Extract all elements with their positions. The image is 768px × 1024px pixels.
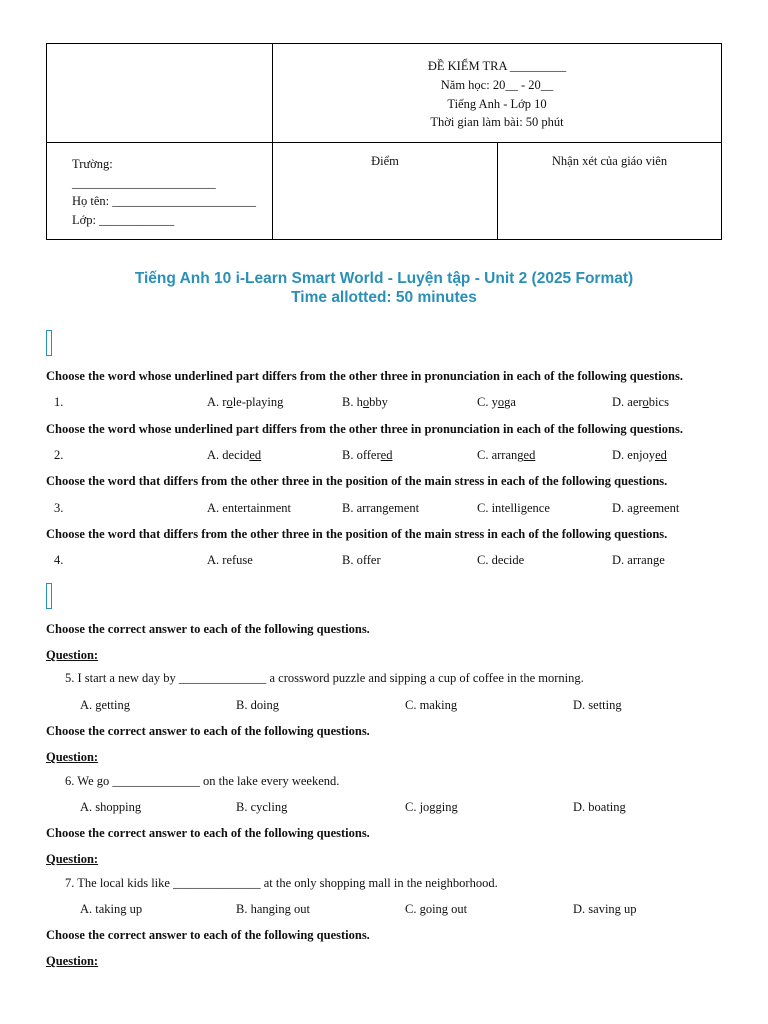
option-d[interactable]: D. boating [573,800,626,814]
option-d[interactable]: D. agreement [612,501,680,515]
question-label: Question: [46,954,99,968]
option-a[interactable]: A. getting [80,698,130,712]
option-c[interactable]: C. yoga [477,395,516,409]
worksheet-title: Tiếng Anh 10 i-Learn Smart World - Luyện tập - Unit 2 (2025 Format) [134,270,634,287]
option-a[interactable]: A. role-playing [207,395,284,409]
option-b[interactable]: B. hobby [342,395,388,409]
option-d[interactable]: D. saving up [573,902,637,916]
option-a[interactable]: A. decided [207,448,262,462]
school-label: Trường: [72,157,113,171]
school-year: Năm học: 20__ - 20__ [440,78,554,92]
option-d[interactable]: D. setting [573,698,622,712]
option-a[interactable]: A. shopping [80,800,142,814]
option-b[interactable]: B. arrangement [342,501,420,515]
option-d[interactable]: D. aerobics [612,395,669,409]
option-b[interactable]: B. offered [342,448,393,462]
section-marker [46,330,52,356]
exam-title: ĐỀ KIỂM TRA _________ [427,59,567,73]
option-b[interactable]: B. offer [342,553,381,567]
question-text: 5. I start a new day by ______________ a crossword puzzle and sipping a cup of coffee in the morning. [65,671,584,685]
exam-header-table [46,43,722,240]
option-b[interactable]: B. doing [236,698,280,712]
stress-instruction: Choose the word that differs from the other three in the position of the main stress in each of the following questions. [46,527,668,541]
option-d[interactable]: D. enjoyed [612,448,667,462]
question-number: 3. [54,501,64,515]
mc-instruction: Choose the correct answer to each of the following questions. [46,928,370,942]
pronunciation-instruction: Choose the word whose underlined part differs from the other three in pronunciation in each of the following questions. [46,422,683,436]
option-a[interactable]: A. taking up [80,902,143,916]
option-c[interactable]: C. intelligence [477,501,550,515]
mc-instruction: Choose the correct answer to each of the following questions. [46,826,370,840]
mc-instruction: Choose the correct answer to each of the following questions. [46,622,370,636]
option-c[interactable]: C. going out [405,902,468,916]
option-d[interactable]: D. arrange [612,553,665,567]
question-text: 6. We go ______________ on the lake every weekend. [65,774,340,788]
option-c[interactable]: C. decide [477,553,525,567]
mc-instruction: Choose the correct answer to each of the following questions. [46,724,370,738]
subject: Tiếng Anh - Lớp 10 [447,97,547,111]
question-label: Question: [46,648,99,662]
school-blank: _______________________ [72,176,216,190]
section-marker [46,583,52,609]
question-number: 2. [54,448,64,462]
teacher-comment-label: Nhận xét của giáo viên [551,154,668,168]
class-field: Lớp: ____________ [72,213,175,227]
option-b[interactable]: B. hanging out [236,902,310,916]
question-number: 1. [54,395,64,409]
option-c[interactable]: C. making [405,698,458,712]
divider [47,142,721,143]
option-b[interactable]: B. cycling [236,800,288,814]
name-field: Họ tên: _______________________ [72,194,257,208]
option-c[interactable]: C. jogging [405,800,458,814]
time-allotted: Time allotted: 50 minutes [291,289,477,306]
option-a[interactable]: A. entertainment [207,501,291,515]
question-label: Question: [46,852,99,866]
question-text: 7. The local kids like ______________ at the only shopping mall in the neighborhood. [65,876,498,890]
option-a[interactable]: A. refuse [207,553,253,567]
question-number: 4. [54,553,64,567]
duration: Thời gian làm bài: 50 phút [430,115,564,129]
question-label: Question: [46,750,99,764]
stress-instruction: Choose the word that differs from the other three in the position of the main stress in each of the following questions. [46,474,668,488]
pronunciation-instruction: Choose the word whose underlined part differs from the other three in pronunciation in each of the following questions. [46,369,683,383]
score-label: Điểm [371,154,399,168]
option-c[interactable]: C. arranged [477,448,536,462]
